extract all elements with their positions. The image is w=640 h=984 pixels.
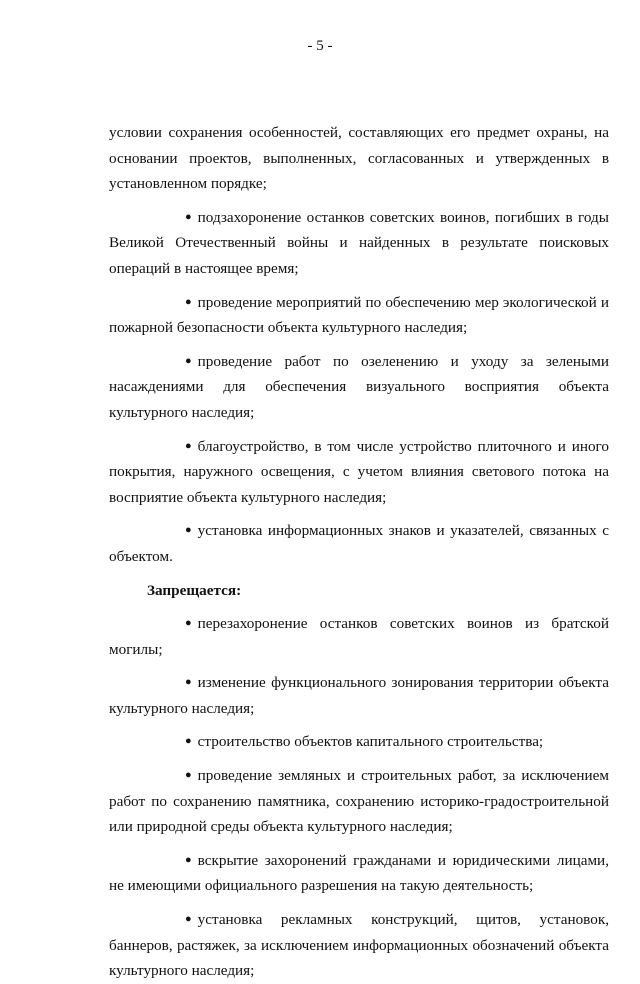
bullet-icon: ● bbox=[185, 913, 192, 926]
list-item-text: вскрытие захоронений гражданами и юридическими лицами, не имеющими официального разрешения на такую деятельность; bbox=[109, 851, 609, 895]
bullet-icon: ● bbox=[185, 295, 192, 308]
bullet-icon: ● bbox=[185, 524, 192, 537]
list-item bbox=[109, 349, 609, 426]
bullet-icon: ● bbox=[185, 735, 192, 748]
list-item bbox=[109, 518, 609, 569]
list-item bbox=[109, 670, 609, 721]
document-body bbox=[109, 120, 609, 984]
list-item-text: установка информационных знаков и указателей, связанных с объектом. bbox=[109, 522, 609, 565]
list-item bbox=[109, 848, 609, 899]
permitted-list bbox=[109, 205, 609, 570]
bullet-icon: ● bbox=[185, 769, 192, 782]
bullet-icon: ● bbox=[185, 354, 192, 367]
list-item-text: благоустройство, в том числе устройство плиточного и иного покрытия, наружного освещения, с учетом влияния светового потока на восприятие объекта культурного наследия; bbox=[109, 437, 609, 506]
list-item-text: перезахоронение останков советских воинов из братской могилы; bbox=[109, 615, 609, 658]
list-item-text: строительство объектов капитального строительства; bbox=[197, 733, 544, 751]
list-item-text: изменение функционального зонирования территории объекта культурного наследия; bbox=[109, 674, 609, 717]
list-item-text: проведение мероприятий по обеспечению мер экологической и пожарной безопасности объекта культурного наследия; bbox=[109, 293, 609, 337]
bullet-icon: ● bbox=[185, 210, 192, 223]
list-item-text: проведение земляных и строительных работ, за исключением работ по сохранению памятника, сохранению историко-градостроительной или природной среды объекта культурного наследия; bbox=[109, 767, 609, 836]
list-item bbox=[109, 205, 609, 282]
list-item-text: установка рекламных конструкций, щитов, установок, баннеров, растяжек, за исключением информационных обозначений объекта культурного наследия; bbox=[109, 911, 609, 980]
prohibited-heading: Запрещается: bbox=[147, 581, 242, 599]
list-item bbox=[109, 611, 609, 662]
list-item-text: подзахоронение останков советских воинов, погибших в годы Великой Отечественный войны и найденных в результате поисковых операций в настоящее время; bbox=[109, 208, 609, 277]
bullet-icon: ● bbox=[185, 676, 192, 689]
bullet-icon: ● bbox=[185, 617, 192, 630]
bullet-icon: ● bbox=[185, 439, 192, 452]
list-item bbox=[109, 290, 609, 341]
intro-paragraph: условии сохранения особенностей, составляющих его предмет охраны, на основании проектов, выполненных, согласованных и утвержденных в установленном порядке; bbox=[109, 124, 609, 193]
list-item bbox=[109, 763, 609, 840]
list-item bbox=[109, 434, 609, 511]
page-number: - 5 - bbox=[307, 38, 333, 54]
bullet-icon: ● bbox=[185, 853, 192, 866]
list-item-text: проведение работ по озеленению и уходу за зелеными насаждениями для обеспечения визуального восприятия объекта культурного наследия; bbox=[109, 352, 609, 421]
prohibited-list bbox=[109, 611, 609, 984]
list-item bbox=[109, 907, 609, 984]
list-item bbox=[109, 729, 609, 755]
